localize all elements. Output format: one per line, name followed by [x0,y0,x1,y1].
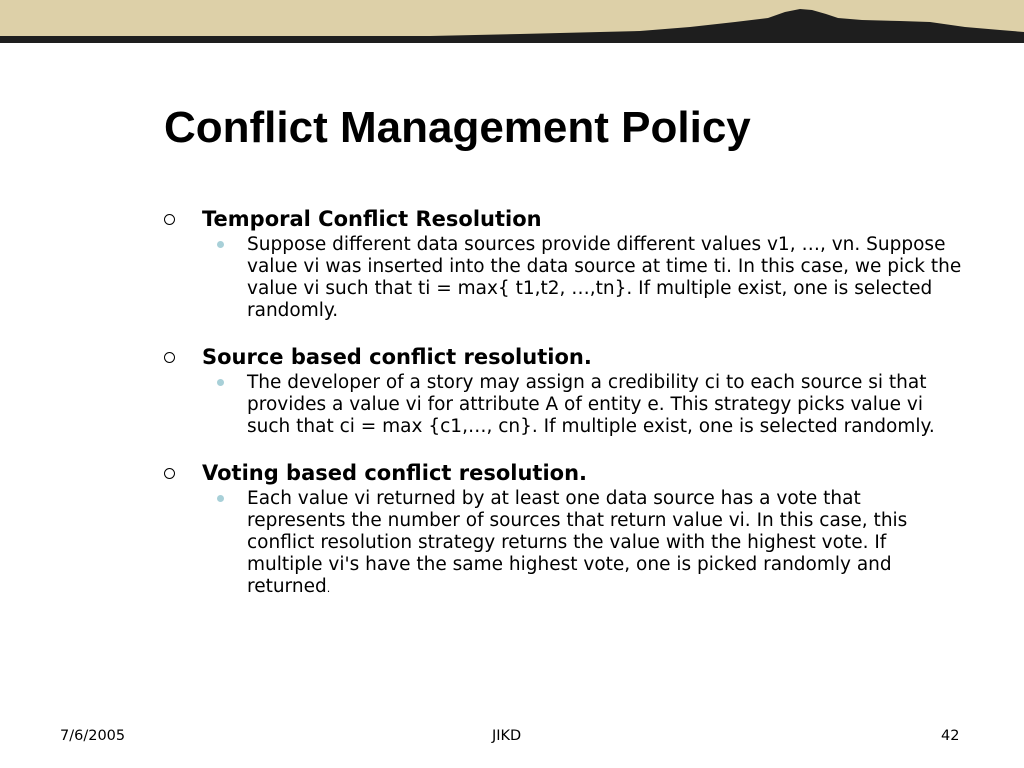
header-banner [0,0,1024,48]
hollow-circle-bullet-icon [164,352,175,363]
dot-bullet-icon [217,495,224,502]
bullet-heading-text: Temporal Conflict Resolution [202,207,542,231]
sub-bullet [164,372,964,438]
slide-content [164,204,964,620]
hollow-circle-bullet-icon [164,468,175,479]
sub-bullet-text: Each value vi returned by at least one data source has a vote that represents the number of sources that return value vi. In this case, this conflict resolution strategy returns the value with the highest vote. If multiple vi's have the same highest vote, one is picked randomly and returned [247,488,908,597]
sub-bullet [164,488,964,600]
bullet-section-voting [164,458,964,600]
sub-bullet-text: The developer of a story may assign a credibility ci to each source si that provides a value vi for attribute A of entity e. This strategy picks value vi such that ci = max {c1,…, cn}. If multiple exist, one is selected randomly. [247,372,935,437]
footer-date: 7/6/2005 [60,728,126,744]
slide-title: Conflict Management Policy [164,103,751,152]
sub-bullet [164,234,964,322]
bullet-heading [164,204,964,234]
footer-page-number: 42 [941,728,960,744]
dot-bullet-icon [217,241,224,248]
sub-bullet-text: Suppose different data sources provide different values v1, …, vn. Suppose value vi was inserted into the data source at time ti. In this case, we pick the value vi such that ti = max{ t1,t2, …,tn}. If multiple exist, one is selected randomly. [247,234,962,321]
sub-bullet-trailing-period: . [326,582,331,595]
mountain-banner-graphic [0,0,1024,48]
bullet-heading [164,342,964,372]
bullet-section-temporal [164,204,964,322]
bullet-heading-text: Source based conflict resolution. [202,345,592,369]
hollow-circle-bullet-icon [164,214,175,225]
footer-center-label: JIKD [492,728,522,744]
dot-bullet-icon [217,379,224,386]
bullet-section-source [164,342,964,438]
bullet-heading-text: Voting based conflict resolution. [202,461,588,485]
bullet-heading [164,458,964,488]
